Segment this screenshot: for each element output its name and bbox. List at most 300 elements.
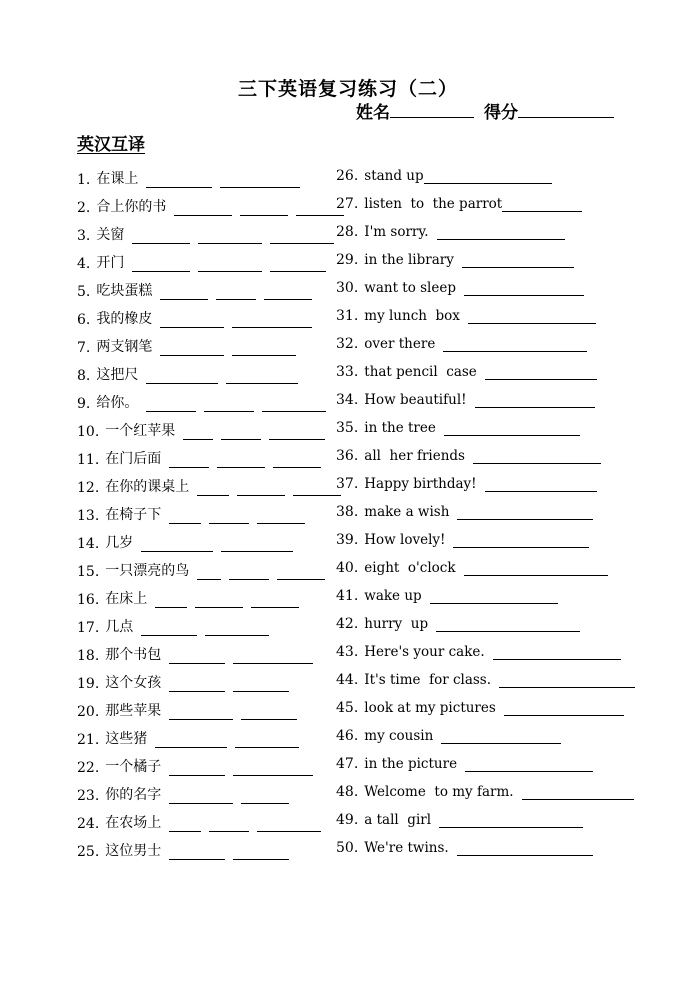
- name-label: 姓名: [356, 103, 390, 123]
- right-exercise-item: [336, 168, 552, 184]
- answer-blank[interactable]: [160, 313, 224, 328]
- answer-blanks: [449, 505, 593, 520]
- item-number: 18.: [77, 648, 100, 664]
- item-number: 10.: [77, 424, 100, 440]
- item-number: 22.: [77, 760, 100, 776]
- answer-blank[interactable]: [273, 453, 321, 468]
- exercise-row: [0, 838, 696, 866]
- answer-blank[interactable]: [169, 649, 225, 664]
- answer-blank[interactable]: [198, 257, 262, 272]
- right-exercise-item: [336, 364, 597, 380]
- item-number: 15.: [77, 564, 100, 580]
- answer-blank[interactable]: [443, 337, 587, 352]
- answer-blanks: [467, 393, 595, 408]
- answer-blank[interactable]: [229, 565, 269, 580]
- item-text: wake up: [364, 588, 422, 604]
- answer-blank[interactable]: [209, 509, 249, 524]
- answer-blank[interactable]: [240, 201, 288, 216]
- left-exercise-item: [77, 560, 325, 580]
- right-exercise-item: [336, 588, 558, 604]
- item-text: look at my pictures: [364, 700, 496, 716]
- item-text: 那个书包: [105, 647, 162, 663]
- answer-blank[interactable]: [169, 845, 225, 860]
- answer-blanks: [465, 449, 601, 464]
- left-exercise-item: [77, 336, 296, 356]
- item-text: We're twins.: [364, 840, 449, 856]
- answer-blanks: [175, 425, 325, 440]
- answer-blank[interactable]: [464, 561, 608, 576]
- exercise-row: [0, 726, 696, 754]
- left-exercise-item: [77, 420, 325, 440]
- answer-blank[interactable]: [241, 705, 297, 720]
- exercise-row: [0, 670, 696, 698]
- left-exercise-item: [77, 448, 321, 468]
- item-number: 6.: [77, 312, 91, 328]
- exercise-row: [0, 474, 696, 502]
- answer-blanks: [161, 453, 321, 468]
- answer-blank[interactable]: [155, 593, 187, 608]
- answer-blank[interactable]: [141, 621, 197, 636]
- exercise-row: [0, 558, 696, 586]
- exercise-list: [0, 166, 696, 866]
- answer-blank[interactable]: [197, 481, 229, 496]
- item-text: hurry up: [364, 616, 429, 632]
- answer-blanks: [514, 785, 634, 800]
- answer-blank[interactable]: [169, 817, 201, 832]
- left-exercise-item: [77, 168, 300, 188]
- page-title: 三下英语复习练习（二）: [237, 78, 458, 100]
- exercise-row: [0, 810, 696, 838]
- answer-blank[interactable]: [174, 201, 232, 216]
- answer-blank[interactable]: [436, 617, 580, 632]
- right-exercise-item: [336, 196, 582, 212]
- item-text: 在你的课桌上: [105, 479, 190, 495]
- item-number: 4.: [77, 256, 91, 272]
- answer-blank[interactable]: [160, 285, 208, 300]
- answer-blank[interactable]: [473, 449, 601, 464]
- answer-blank[interactable]: [430, 589, 558, 604]
- item-text: in the picture: [364, 756, 458, 772]
- item-text: 这个女孩: [105, 675, 162, 691]
- answer-blank[interactable]: [439, 813, 583, 828]
- left-exercise-item: [77, 196, 344, 216]
- answer-blanks: [436, 421, 580, 436]
- item-number: 29.: [336, 252, 359, 268]
- answer-blank[interactable]: [270, 229, 334, 244]
- answer-blanks: [133, 537, 293, 552]
- answer-blank[interactable]: [220, 173, 300, 188]
- left-exercise-item: [77, 812, 321, 832]
- right-exercise-item: [336, 616, 580, 632]
- item-number: 12.: [77, 480, 100, 496]
- answer-blanks: [124, 229, 334, 244]
- item-text: a tall girl: [364, 812, 432, 828]
- answer-blank[interactable]: [437, 225, 565, 240]
- right-exercise-item: [336, 560, 608, 576]
- name-score-bar: [356, 98, 614, 123]
- item-number: 39.: [336, 532, 359, 548]
- item-number: 45.: [336, 700, 359, 716]
- item-number: 1.: [77, 172, 91, 188]
- item-text: 几点: [105, 619, 134, 635]
- answer-blank[interactable]: [465, 757, 593, 772]
- answer-blanks: [189, 565, 325, 580]
- right-exercise-item: [336, 252, 574, 268]
- right-exercise-item: [336, 672, 635, 688]
- answer-blank[interactable]: [270, 257, 326, 272]
- item-number: 7.: [77, 340, 91, 356]
- right-exercise-item: [336, 448, 601, 464]
- answer-blank[interactable]: [221, 537, 293, 552]
- score-label: 得分: [484, 103, 518, 123]
- answer-blank[interactable]: [160, 341, 224, 356]
- item-text: 这些猪: [105, 731, 148, 747]
- answer-blank[interactable]: [146, 397, 196, 412]
- item-number: 28.: [336, 224, 359, 240]
- answer-blank[interactable]: [216, 285, 256, 300]
- left-exercise-item: [77, 392, 326, 412]
- exercise-row: [0, 502, 696, 530]
- answer-blank[interactable]: [499, 673, 635, 688]
- left-exercise-item: [77, 364, 298, 384]
- exercise-row: [0, 446, 696, 474]
- item-text: Happy birthday!: [364, 476, 477, 492]
- answer-blanks: [456, 281, 584, 296]
- item-text: Here's your cake.: [364, 644, 485, 660]
- answer-blanks: [138, 173, 300, 188]
- answer-blank[interactable]: [217, 453, 265, 468]
- answer-blanks: [477, 365, 597, 380]
- answer-blank[interactable]: [241, 789, 289, 804]
- left-exercise-item: [77, 308, 312, 328]
- answer-blank[interactable]: [293, 481, 341, 496]
- answer-blank[interactable]: [204, 397, 254, 412]
- answer-blank[interactable]: [457, 505, 593, 520]
- answer-blank[interactable]: [169, 789, 233, 804]
- answer-blank[interactable]: [493, 645, 621, 660]
- item-text: my cousin: [364, 728, 434, 744]
- item-number: 35.: [336, 420, 359, 436]
- item-text: 这把尺: [96, 367, 139, 383]
- item-number: 33.: [336, 364, 359, 380]
- item-number: 47.: [336, 756, 359, 772]
- item-number: 49.: [336, 812, 359, 828]
- answer-blank[interactable]: [146, 173, 212, 188]
- answer-blank[interactable]: [257, 817, 321, 832]
- answer-blank[interactable]: [522, 785, 634, 800]
- item-number: 30.: [336, 280, 359, 296]
- item-text: in the library: [364, 252, 454, 268]
- left-exercise-item: [77, 532, 293, 552]
- answer-blank[interactable]: [197, 565, 221, 580]
- answer-blanks: [152, 285, 312, 300]
- answer-blank[interactable]: [232, 341, 296, 356]
- exercise-row: [0, 334, 696, 362]
- answer-blanks: [445, 533, 589, 548]
- left-exercise-item: [77, 588, 299, 608]
- item-number: 43.: [336, 644, 359, 660]
- answer-blank[interactable]: [221, 425, 261, 440]
- item-text: 一只漂亮的鸟: [105, 563, 190, 579]
- exercise-row: [0, 250, 696, 278]
- answer-blanks: [161, 789, 289, 804]
- left-exercise-item: [77, 840, 289, 860]
- answer-blank[interactable]: [169, 509, 201, 524]
- answer-blanks: [457, 757, 593, 772]
- item-text: make a wish: [364, 504, 450, 520]
- item-number: 13.: [77, 508, 100, 524]
- exercise-row: [0, 754, 696, 782]
- answer-blanks: [161, 509, 305, 524]
- right-exercise-item: [336, 476, 597, 492]
- left-exercise-item: [77, 756, 313, 776]
- exercise-row: [0, 698, 696, 726]
- item-number: 5.: [77, 284, 91, 300]
- answer-blank[interactable]: [233, 761, 313, 776]
- answer-blank[interactable]: [205, 621, 269, 636]
- item-text: 在门后面: [105, 451, 162, 467]
- exercise-row: [0, 306, 696, 334]
- answer-blank[interactable]: [209, 817, 249, 832]
- answer-blanks: [189, 481, 341, 496]
- exercise-row: [0, 194, 696, 222]
- item-text: 一个红苹果: [105, 423, 176, 439]
- answer-blank[interactable]: [269, 425, 325, 440]
- answer-blank[interactable]: [262, 397, 326, 412]
- item-number: 21.: [77, 732, 100, 748]
- answer-blanks: [147, 733, 299, 748]
- answer-blanks: [429, 225, 565, 240]
- right-exercise-item: [336, 840, 593, 856]
- exercise-row: [0, 390, 696, 418]
- answer-blanks: [124, 257, 326, 272]
- item-text: that pencil case: [364, 364, 477, 380]
- answer-blanks: [161, 705, 297, 720]
- left-exercise-item: [77, 280, 312, 300]
- item-number: 27.: [336, 196, 359, 212]
- answer-blank[interactable]: [232, 313, 312, 328]
- answer-blanks: [161, 649, 313, 664]
- answer-blanks: [491, 673, 635, 688]
- item-text: 一个橘子: [105, 759, 162, 775]
- item-number: 23.: [77, 788, 100, 804]
- exercise-row: [0, 642, 696, 670]
- item-number: 46.: [336, 728, 359, 744]
- answer-blanks: [166, 201, 344, 216]
- answer-blank[interactable]: [169, 677, 225, 692]
- answer-blank[interactable]: [155, 733, 227, 748]
- exercise-row: [0, 278, 696, 306]
- item-text: I'm sorry.: [364, 224, 429, 240]
- item-text: 合上你的书: [96, 199, 167, 215]
- answer-blanks: [428, 617, 580, 632]
- answer-blank[interactable]: [195, 593, 243, 608]
- left-exercise-item: [77, 644, 313, 664]
- answer-blanks: [454, 253, 574, 268]
- answer-blanks: [433, 729, 561, 744]
- item-number: 31.: [336, 308, 359, 324]
- item-text: eight o'clock: [364, 560, 456, 576]
- answer-blanks: [152, 341, 296, 356]
- answer-blank[interactable]: [198, 229, 262, 244]
- item-number: 25.: [77, 844, 100, 860]
- answer-blank[interactable]: [146, 369, 218, 384]
- name-blank[interactable]: [390, 103, 474, 118]
- left-exercise-item: [77, 672, 289, 692]
- answer-blanks: [496, 701, 624, 716]
- answer-blank[interactable]: [504, 701, 624, 716]
- answer-blank[interactable]: [233, 845, 289, 860]
- item-text: 我的橡皮: [96, 311, 153, 327]
- answer-blank[interactable]: [251, 593, 299, 608]
- right-exercise-item: [336, 532, 589, 548]
- item-text: 吃块蛋糕: [96, 283, 153, 299]
- score-blank[interactable]: [518, 103, 614, 118]
- answer-blanks: [133, 621, 269, 636]
- item-number: 42.: [336, 616, 359, 632]
- exercise-row: [0, 418, 696, 446]
- item-number: 16.: [77, 592, 100, 608]
- answer-blanks: [431, 813, 583, 828]
- answer-blank[interactable]: [169, 453, 209, 468]
- answer-blanks: [449, 841, 593, 856]
- item-number: 2.: [77, 200, 91, 216]
- item-number: 14.: [77, 536, 100, 552]
- item-text: in the tree: [364, 420, 436, 436]
- right-exercise-item: [336, 504, 593, 520]
- left-exercise-item: [77, 700, 297, 720]
- item-number: 48.: [336, 784, 359, 800]
- item-number: 32.: [336, 336, 359, 352]
- right-exercise-item: [336, 420, 580, 436]
- exercise-row: [0, 166, 696, 194]
- answer-blanks: [422, 589, 558, 604]
- item-number: 20.: [77, 704, 100, 720]
- right-exercise-item: [336, 644, 621, 660]
- answer-blanks: [456, 561, 608, 576]
- exercise-row: [0, 362, 696, 390]
- item-text: How beautiful!: [364, 392, 467, 408]
- item-text: 你的名字: [105, 787, 162, 803]
- answer-blanks: [502, 197, 582, 212]
- item-text: How lovely!: [364, 532, 446, 548]
- answer-blank[interactable]: [132, 229, 190, 244]
- item-number: 40.: [336, 560, 359, 576]
- answer-blank[interactable]: [233, 677, 289, 692]
- left-exercise-item: [77, 784, 289, 804]
- answer-blank[interactable]: [485, 365, 597, 380]
- item-number: 8.: [77, 368, 91, 384]
- answer-blanks: [424, 169, 552, 184]
- item-text: stand up: [364, 168, 424, 184]
- answer-blank[interactable]: [237, 481, 285, 496]
- item-text: 两支钢笔: [96, 339, 153, 355]
- answer-blank[interactable]: [457, 841, 593, 856]
- item-number: 38.: [336, 504, 359, 520]
- answer-blank[interactable]: [141, 537, 213, 552]
- answer-blanks: [138, 397, 326, 412]
- item-text: over there: [364, 336, 436, 352]
- item-number: 11.: [77, 452, 100, 468]
- answer-blank[interactable]: [183, 425, 213, 440]
- left-exercise-item: [77, 224, 334, 244]
- right-exercise-item: [336, 812, 583, 828]
- item-text: 这位男士: [105, 843, 162, 859]
- item-text: 开门: [96, 255, 125, 271]
- answer-blank[interactable]: [132, 257, 190, 272]
- item-number: 26.: [336, 168, 359, 184]
- answer-blank[interactable]: [502, 197, 582, 212]
- item-number: 19.: [77, 676, 100, 692]
- item-text: 在床上: [105, 591, 148, 607]
- item-text: Welcome to my farm.: [364, 784, 514, 800]
- answer-blanks: [161, 817, 321, 832]
- item-number: 3.: [77, 228, 91, 244]
- item-text: 在椅子下: [105, 507, 162, 523]
- item-text: 在农场上: [105, 815, 162, 831]
- answer-blank[interactable]: [264, 285, 312, 300]
- left-exercise-item: [77, 728, 299, 748]
- answer-blank[interactable]: [475, 393, 595, 408]
- item-number: 36.: [336, 448, 359, 464]
- exercise-row: [0, 222, 696, 250]
- answer-blanks: [485, 645, 621, 660]
- answer-blank[interactable]: [233, 649, 313, 664]
- answer-blank[interactable]: [424, 169, 552, 184]
- answer-blank[interactable]: [169, 761, 225, 776]
- answer-blank[interactable]: [444, 421, 580, 436]
- item-number: 37.: [336, 476, 359, 492]
- exercise-row: [0, 782, 696, 810]
- item-text: listen to the parrot: [364, 196, 503, 212]
- left-exercise-item: [77, 252, 326, 272]
- answer-blank[interactable]: [441, 729, 561, 744]
- item-number: 9.: [77, 396, 91, 412]
- item-number: 17.: [77, 620, 100, 636]
- right-exercise-item: [336, 392, 595, 408]
- answer-blanks: [147, 593, 299, 608]
- right-exercise-item: [336, 784, 634, 800]
- answer-blank[interactable]: [464, 281, 584, 296]
- item-number: 34.: [336, 392, 359, 408]
- item-number: 44.: [336, 672, 359, 688]
- exercise-row: [0, 530, 696, 558]
- item-number: 41.: [336, 588, 359, 604]
- answer-blank[interactable]: [485, 477, 597, 492]
- section-title: 英汉互译: [77, 135, 145, 155]
- right-exercise-item: [336, 280, 584, 296]
- answer-blanks: [161, 845, 289, 860]
- right-exercise-item: [336, 756, 593, 772]
- item-text: It's time for class.: [364, 672, 492, 688]
- item-number: 50.: [336, 840, 359, 856]
- exercise-row: [0, 614, 696, 642]
- item-text: want to sleep: [364, 280, 456, 296]
- right-exercise-item: [336, 224, 565, 240]
- answer-blank[interactable]: [462, 253, 574, 268]
- answer-blank[interactable]: [468, 309, 596, 324]
- answer-blank[interactable]: [226, 369, 298, 384]
- right-exercise-item: [336, 308, 596, 324]
- answer-blank[interactable]: [453, 533, 589, 548]
- right-exercise-item: [336, 336, 587, 352]
- answer-blank[interactable]: [257, 509, 305, 524]
- left-exercise-item: [77, 476, 341, 496]
- answer-blank[interactable]: [277, 565, 325, 580]
- answer-blanks: [138, 369, 298, 384]
- answer-blank[interactable]: [235, 733, 299, 748]
- answer-blank[interactable]: [169, 705, 233, 720]
